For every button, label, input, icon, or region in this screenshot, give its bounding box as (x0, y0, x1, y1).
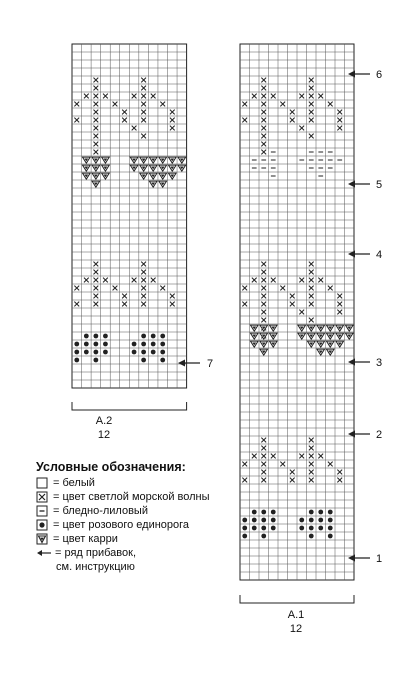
stitch-dot (252, 510, 257, 515)
stitch-dot (103, 342, 108, 347)
increase-row-number: 4 (376, 249, 383, 261)
legend-item-white: = белый (36, 476, 246, 490)
stitch-dot (309, 534, 314, 539)
stitch-dot (271, 518, 276, 523)
stitch-dot (252, 526, 257, 531)
legend-item-sea-green: = цвет светлой морской волны (36, 490, 246, 504)
stitch-dot (103, 350, 108, 355)
triangle-square-icon (36, 533, 50, 545)
stitch-dot (261, 534, 266, 539)
increase-row-number: 6 (376, 69, 383, 81)
stitch-dot (160, 358, 165, 363)
chart-a2-label: A.2 (95, 415, 113, 427)
chart-a2-stitch-count: 12 (97, 429, 111, 441)
stitch-dot (299, 526, 304, 531)
stitch-dot (141, 342, 146, 347)
increase-row-number: 1 (376, 553, 383, 565)
increase-row-number: 3 (376, 357, 383, 369)
stitch-dot (328, 518, 333, 523)
stitch-dot (299, 518, 304, 523)
stitch-dot (141, 358, 146, 363)
stitch-dot (74, 358, 79, 363)
empty-square-icon (36, 477, 50, 489)
legend-item-increase-row: = ряд прибавок, (36, 546, 246, 560)
stitch-dot (318, 518, 323, 523)
stitch-dot (84, 342, 89, 347)
dot-square-icon (36, 519, 50, 531)
stitch-dot (328, 510, 333, 515)
stitch-dot (252, 518, 257, 523)
stitch-dot (103, 334, 108, 339)
stitch-dot (160, 342, 165, 347)
chart-a1-stitch-count: 12 (289, 623, 303, 635)
legend (36, 460, 246, 574)
arrow-left-icon (36, 547, 52, 559)
legend-item-unicorn-pink: = цвет розового единорога (36, 518, 246, 532)
stitch-dot (160, 350, 165, 355)
stitch-dot (261, 510, 266, 515)
stitch-dot (84, 334, 89, 339)
legend-item-see-instructions: см. инструкцию (56, 561, 135, 573)
stitch-dot (132, 342, 137, 347)
stitch-dot (318, 526, 323, 531)
stitch-dot (261, 526, 266, 531)
stitch-dot (309, 526, 314, 531)
stitch-dot (93, 358, 98, 363)
stitch-count-bracket (240, 595, 354, 603)
stitch-dot (74, 342, 79, 347)
legend-item-lilac: = бледно-лиловый (36, 504, 246, 518)
chart-a1-labels (288, 609, 305, 635)
stitch-count-bracket (72, 402, 187, 410)
increase-row-number: 2 (376, 429, 383, 441)
chart-a1 (240, 44, 382, 603)
chart-a2-labels (96, 415, 113, 441)
stitch-dot (132, 350, 137, 355)
stitch-dot (74, 350, 79, 355)
stitch-dot (93, 350, 98, 355)
stitch-dot (151, 350, 156, 355)
cross-square-icon (36, 491, 50, 503)
stitch-dot (151, 334, 156, 339)
dash-square-icon (36, 505, 50, 517)
legend-title: Условные обозначения: (36, 460, 186, 474)
stitch-dot (328, 526, 333, 531)
increase-row-number: 5 (376, 179, 383, 191)
stitch-dot (141, 334, 146, 339)
stitch-dot (93, 334, 98, 339)
stitch-dot (309, 518, 314, 523)
stitch-dot (261, 518, 266, 523)
stitch-dot (328, 534, 333, 539)
chart-a1-label: A.1 (287, 609, 305, 621)
chart-a2 (72, 44, 213, 410)
stitch-dot (271, 510, 276, 515)
stitch-dot (160, 334, 165, 339)
stitch-dot (318, 510, 323, 515)
stitch-dot (151, 342, 156, 347)
stitch-dot (271, 526, 276, 531)
legend-item-curry: = цвет карри (36, 532, 246, 546)
stitch-dot (309, 510, 314, 515)
increase-row-number: 7 (207, 358, 214, 370)
stitch-dot (141, 350, 146, 355)
stitch-dot (84, 350, 89, 355)
stitch-dot (93, 342, 98, 347)
